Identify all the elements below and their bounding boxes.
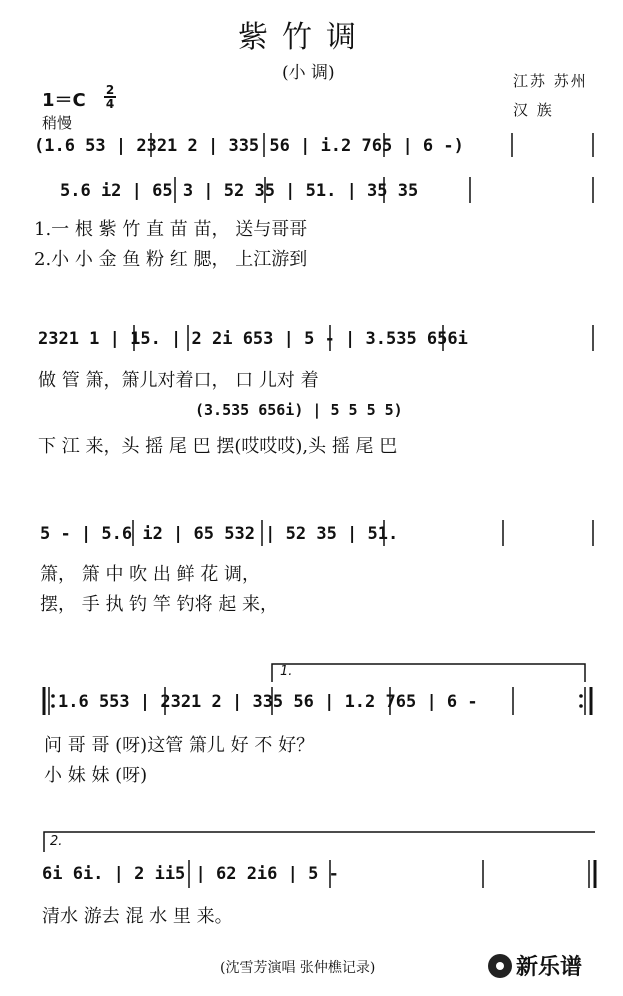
notation-line: 1.6 553 | 2321 2 | 335 56 | 1.2 765 | 6 - xyxy=(58,692,478,712)
site-logo xyxy=(488,950,582,981)
ending-1-label: 1. xyxy=(280,664,293,679)
lyric-verse-1: 箫， 箫 中 吹 出 鲜 花 调， xyxy=(40,564,261,585)
time-signature-top: 2 xyxy=(105,83,115,97)
notation-line: (1.6 53 | 2321 2 | 335 56 | i.2 765 | 6 -) xyxy=(34,136,464,156)
lyric-verse-1: 做 管 箫，箫儿对着口， 口 儿对 着 xyxy=(38,370,319,391)
lyric-verse-2: 摆， 手 执 钓 竿 钓将 起 来， xyxy=(40,594,279,615)
lyric-verse-1: 清水 游去 混 水 里 来。 xyxy=(42,906,233,927)
ending-2-label: 2. xyxy=(50,834,63,849)
ethnic-group: 汉 族 xyxy=(513,101,554,119)
song-title: 紫竹调 xyxy=(238,20,370,55)
notation-line: 5.6 i2 | 65 3 | 52 35 | 51. | 35 35 xyxy=(60,181,419,201)
key-signature: 1＝C xyxy=(42,90,86,111)
notation-line: 5 - | 5.6 i2 | 65 532 | 52 35 | 51. xyxy=(40,524,399,544)
time-signature-bottom: 4 xyxy=(105,97,115,111)
interlude-notation: (3.535 656i) | 5 5 5 5) xyxy=(195,401,403,419)
record-disc-icon xyxy=(488,954,512,978)
notation-line: 2321 1 | 15. | 2 2i 653 | 5 - | 3.535 656i xyxy=(38,329,468,349)
performer-credit: (沈雪芳演唱 张仲樵记录) xyxy=(220,960,376,976)
lyric-verse-1: 1.一 根 紫 竹 直 苗 苗， 送与哥哥 xyxy=(34,219,308,240)
logo-text: 新乐谱 xyxy=(516,955,583,980)
tempo-marking: 稍慢 xyxy=(42,114,73,132)
lyric-verse-1: 问 哥 哥 (呀)这管 箫儿 好 不 好？ xyxy=(44,735,315,756)
lyric-verse-2: 下 江 来，头 摇 尾 巴 摆(哎哎哎),头 摇 尾 巴 xyxy=(38,436,398,457)
notation-line: 6i 6i. | 2 ii5 | 62 2i6 | 5 - xyxy=(42,864,339,884)
lyric-verse-2: 小 妹 妹 (呀) xyxy=(44,765,148,786)
song-subtitle: (小 调) xyxy=(282,63,335,83)
lyric-verse-2: 2.小 小 金 鱼 粉 红 腮， 上江游到 xyxy=(34,249,308,270)
source-region: 江苏 苏州 xyxy=(513,72,588,90)
